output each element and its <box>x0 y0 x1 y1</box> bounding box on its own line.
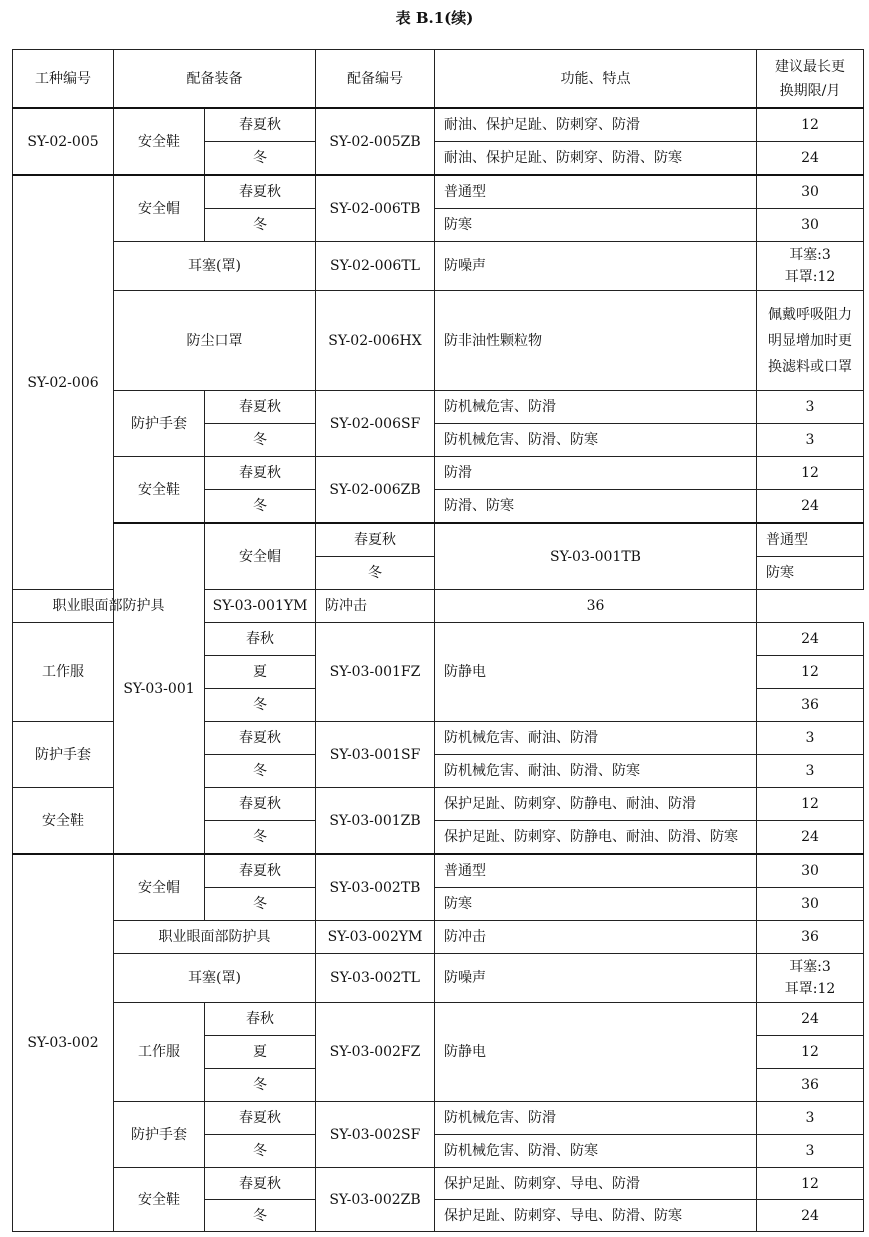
season-cell: 春夏秋 <box>205 1102 316 1135</box>
season-cell: 冬 <box>205 755 316 788</box>
function-cell: 普通型 <box>757 523 864 557</box>
worker-id-cell: SY-02-006 <box>13 175 114 590</box>
season-cell: 春夏秋 <box>205 108 316 142</box>
period-cell: 12 <box>757 108 864 142</box>
season-cell: 春夏秋 <box>205 722 316 755</box>
table-row <box>13 108 864 142</box>
season-cell: 春夏秋 <box>205 788 316 821</box>
equipment-id-cell: SY-03-002TL <box>316 954 435 1003</box>
function-cell: 防冲击 <box>435 921 757 954</box>
function-cell: 防寒 <box>757 557 864 590</box>
function-cell: 防冲击 <box>316 590 435 623</box>
equipment-id-cell: SY-03-002FZ <box>316 1003 435 1102</box>
equipment-id-cell: SY-02-005ZB <box>316 108 435 175</box>
equipment-id-cell: SY-03-002TB <box>316 854 435 921</box>
equipment-id-cell: SY-03-002SF <box>316 1102 435 1168</box>
period-line: 耳塞:3 <box>789 247 831 263</box>
function-cell: 防机械危害、防滑、防寒 <box>435 424 757 457</box>
table-row <box>13 391 864 424</box>
function-cell: 防静电 <box>435 623 757 722</box>
season-cell: 夏 <box>205 656 316 689</box>
function-cell: 防噪声 <box>435 954 757 1003</box>
season-cell: 冬 <box>205 490 316 524</box>
period-cell <box>757 291 864 391</box>
equipment-id-cell: SY-02-006SF <box>316 391 435 457</box>
equipment-item-cell: 职业眼面部防护具 <box>114 921 316 954</box>
period-cell: 24 <box>757 821 864 855</box>
table-row <box>13 175 864 209</box>
function-cell: 保护足趾、防刺穿、防静电、耐油、防滑 <box>435 788 757 821</box>
period-cell: 3 <box>757 755 864 788</box>
equipment-id-cell: SY-03-001YM <box>205 590 316 623</box>
header-function: 功能、特点 <box>435 50 757 109</box>
table-caption: 表 B.1(续) <box>395 9 474 27</box>
season-cell: 春夏秋 <box>205 391 316 424</box>
equipment-item-cell: 防护手套 <box>114 1102 205 1168</box>
season-cell: 夏 <box>205 1036 316 1069</box>
table-row <box>13 590 864 623</box>
function-cell: 防机械危害、防滑、防寒 <box>435 1135 757 1168</box>
season-cell: 春夏秋 <box>316 523 435 557</box>
equipment-item-cell: 安全帽 <box>114 854 205 921</box>
equipment-item-cell: 防护手套 <box>114 391 205 457</box>
function-cell: 普通型 <box>435 175 757 209</box>
equipment-item-cell: 耳塞(罩) <box>114 242 316 291</box>
worker-id-cell: SY-03-001 <box>114 523 205 854</box>
header-replace-line1: 建议最长更 <box>775 58 845 75</box>
season-cell: 冬 <box>205 821 316 855</box>
equipment-item-cell: 安全鞋 <box>114 457 205 524</box>
table-row <box>13 954 864 1003</box>
equipment-id-cell: SY-03-001TB <box>435 523 757 590</box>
header-replace-line2: 换期限/月 <box>779 82 841 99</box>
equipment-id-cell: SY-03-001FZ <box>316 623 435 722</box>
equipment-id-cell: SY-02-006ZB <box>316 457 435 524</box>
season-cell: 冬 <box>205 142 316 176</box>
period-line: 佩戴呼吸阻力 <box>768 306 852 323</box>
equipment-item-cell: 防护手套 <box>13 722 114 788</box>
period-cell: 3 <box>757 424 864 457</box>
equipment-table <box>12 49 864 1232</box>
period-cell: 24 <box>757 1003 864 1036</box>
equipment-item-cell: 工作服 <box>13 623 114 722</box>
function-cell: 耐油、保护足趾、防刺穿、防滑、防寒 <box>435 142 757 176</box>
period-cell: 30 <box>757 888 864 921</box>
period-cell: 3 <box>757 1135 864 1168</box>
equipment-id-cell: SY-03-001ZB <box>316 788 435 855</box>
table-header-row <box>13 50 864 109</box>
season-cell: 冬 <box>205 1069 316 1102</box>
function-cell: 防机械危害、耐油、防滑 <box>435 722 757 755</box>
equipment-id-cell: SY-03-002YM <box>316 921 435 954</box>
table-row <box>13 242 864 291</box>
period-cell: 36 <box>757 921 864 954</box>
season-cell: 春夏秋 <box>205 854 316 888</box>
equipment-item-cell: 安全鞋 <box>13 788 114 855</box>
function-cell: 防滑、防寒 <box>435 490 757 524</box>
equipment-item-cell: 安全帽 <box>205 523 316 590</box>
period-cell <box>757 242 864 291</box>
function-cell: 防静电 <box>435 1003 757 1102</box>
period-cell: 12 <box>757 1168 864 1200</box>
period-cell: 36 <box>757 689 864 722</box>
period-cell: 12 <box>757 457 864 490</box>
period-cell: 24 <box>757 490 864 524</box>
function-cell: 保护足趾、防刺穿、导电、防滑 <box>435 1168 757 1200</box>
header-equipment: 配备装备 <box>114 50 316 109</box>
function-cell: 防滑 <box>435 457 757 490</box>
function-cell: 防机械危害、耐油、防滑、防寒 <box>435 755 757 788</box>
period-cell: 24 <box>757 623 864 656</box>
period-cell: 12 <box>757 1036 864 1069</box>
table-row <box>13 523 864 557</box>
season-cell: 冬 <box>205 888 316 921</box>
season-cell: 冬 <box>205 424 316 457</box>
period-line: 明显增加时更 <box>768 332 852 349</box>
worker-id-cell: SY-03-002 <box>13 854 114 1232</box>
season-cell: 冬 <box>205 209 316 242</box>
function-cell: 保护足趾、防刺穿、导电、防滑、防寒 <box>435 1200 757 1232</box>
season-cell: 冬 <box>316 557 435 590</box>
period-cell: 3 <box>757 1102 864 1135</box>
season-cell: 春夏秋 <box>205 175 316 209</box>
period-cell: 30 <box>757 854 864 888</box>
period-cell: 3 <box>757 722 864 755</box>
period-cell: 12 <box>757 788 864 821</box>
equipment-id-cell: SY-03-001SF <box>316 722 435 788</box>
equipment-id-cell: SY-02-006TL <box>316 242 435 291</box>
equipment-item-cell: 耳塞(罩) <box>114 954 316 1003</box>
table-row <box>13 1168 864 1200</box>
period-cell: 30 <box>757 209 864 242</box>
season-cell: 春秋 <box>205 623 316 656</box>
header-replace-period <box>757 50 864 109</box>
period-cell: 12 <box>757 656 864 689</box>
equipment-item-cell: 安全帽 <box>114 175 205 242</box>
equipment-id-cell: SY-03-002ZB <box>316 1168 435 1232</box>
table-row <box>13 921 864 954</box>
function-cell: 防机械危害、防滑 <box>435 1102 757 1135</box>
function-cell: 防机械危害、防滑 <box>435 391 757 424</box>
period-cell: 30 <box>757 175 864 209</box>
equipment-item-cell: 职业眼面部防护具 <box>13 590 205 623</box>
header-worker-id: 工种编号 <box>13 50 114 109</box>
equipment-item-cell: 安全鞋 <box>114 108 205 175</box>
period-line: 耳罩:12 <box>784 269 836 285</box>
equipment-id-cell: SY-02-006HX <box>316 291 435 391</box>
period-cell: 36 <box>757 1069 864 1102</box>
table-row <box>13 1102 864 1135</box>
period-cell: 3 <box>757 391 864 424</box>
worker-id-cell: SY-02-005 <box>13 108 114 175</box>
function-cell: 防非油性颗粒物 <box>435 291 757 391</box>
function-cell: 耐油、保护足趾、防刺穿、防滑 <box>435 108 757 142</box>
season-cell: 春夏秋 <box>205 1168 316 1200</box>
function-cell: 普通型 <box>435 854 757 888</box>
period-cell: 24 <box>757 1200 864 1232</box>
season-cell: 春夏秋 <box>205 457 316 490</box>
period-line: 换滤料或口罩 <box>768 358 852 375</box>
period-line: 耳塞:3 <box>789 959 831 975</box>
equipment-item-cell: 工作服 <box>114 1003 205 1102</box>
period-line: 耳罩:12 <box>784 981 836 997</box>
season-cell: 春秋 <box>205 1003 316 1036</box>
season-cell: 冬 <box>205 1135 316 1168</box>
table-row <box>13 1003 864 1036</box>
period-cell: 36 <box>435 590 757 623</box>
function-cell: 保护足趾、防刺穿、防静电、耐油、防滑、防寒 <box>435 821 757 855</box>
equipment-item-cell: 安全鞋 <box>114 1168 205 1232</box>
table-row <box>13 457 864 490</box>
equipment-id-cell: SY-02-006TB <box>316 175 435 242</box>
season-cell: 冬 <box>205 689 316 722</box>
period-cell: 24 <box>757 142 864 176</box>
table-row <box>13 854 864 888</box>
period-cell <box>757 954 864 1003</box>
equipment-item-cell: 防尘口罩 <box>114 291 316 391</box>
function-cell: 防寒 <box>435 888 757 921</box>
function-cell: 防噪声 <box>435 242 757 291</box>
function-cell: 防寒 <box>435 209 757 242</box>
season-cell: 冬 <box>205 1200 316 1232</box>
header-equip-id: 配备编号 <box>316 50 435 109</box>
table-row <box>13 291 864 391</box>
